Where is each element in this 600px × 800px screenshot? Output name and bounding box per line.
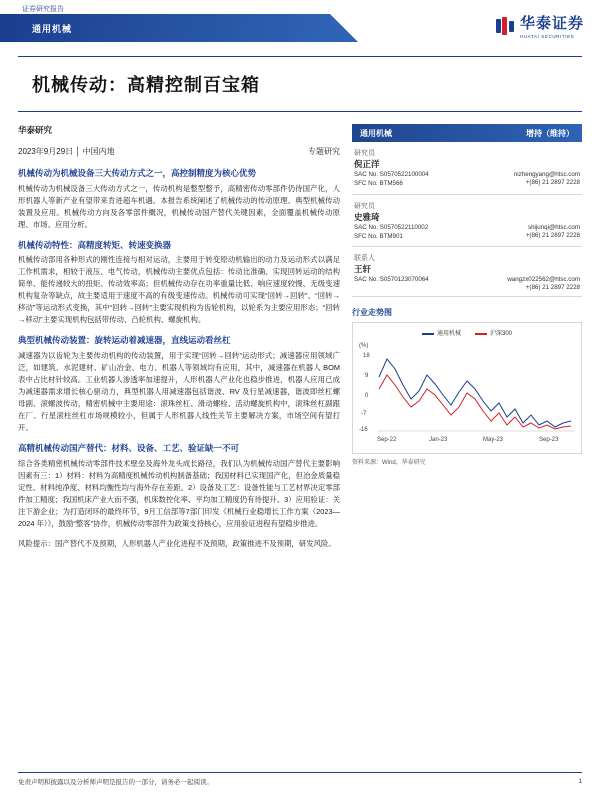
industry-banner (0, 14, 330, 42)
legend-item-1: 沪深300 (475, 328, 512, 337)
analyst-2-email[interactable]: shijunqi@htsc.com (527, 223, 580, 231)
section-1-heading: 机械传动为机械设备三大传动方式之一，高控制精度为核心优势 (18, 168, 257, 178)
section-1-body: 机械传动为机械设备三大传动方式之一，传动机构是整型整予，高精密传动零部件仍待国产化，人形机器人等新产业有望带来肯进超车机遇。本报告系统阐述了机械传动的传动原理、典型机械传动装置及应用。机械传动方向及各零部件概况，机械传动国产替代关键因素，全面覆盖机械传动原理、市场、应用分析。 (18, 183, 340, 229)
svg-text:-7: -7 (361, 411, 367, 418)
doc-kind-label: 证券研究报告 (22, 6, 64, 13)
logo-text-en: HUATAI SECURITIES (519, 34, 575, 39)
section-1 (18, 167, 340, 231)
analyst-2 (352, 195, 582, 248)
analyst-2-role: 研究员 (354, 202, 375, 210)
analyst-1 (352, 142, 582, 195)
svg-text:Jan-23: Jan-23 (429, 437, 448, 444)
chart-legend (353, 323, 581, 337)
sidebar-column (352, 124, 582, 558)
meta-row (18, 146, 340, 157)
rating-value: 增持（维持） (526, 128, 574, 138)
rating-bar (352, 124, 582, 142)
section-2 (18, 239, 340, 327)
meta-report-type: 专题研究 (308, 147, 340, 156)
analyst-3-role: 联系人 (354, 255, 375, 263)
section-2-body: 机械传动部用各种形式的刚性连接与相对运动，主要用于转变原动机输出的动力及运动形式以满足工作机需求，相较于液压、电气传动，机械传动主要优点包括：传动比准确、实现回转运动的结构简单、能传递较大的扭矩、传动效率高；但机械传动存在功率重量比低、响应速度较慢、无级变速机构复杂等缺点，故主要适用于速度不高的有级变速传动。机械传动可实现“回转→回转”、“回转→移动”等运动形式变换，其中“回转→回转”主要实现机构为齿轮机构，以轮系为主要应用形态；“回转→移动”主要实现机构包括带传动、凸轮机构、螺旋机构。 (18, 255, 340, 325)
risk-text: 风险提示：国产替代不及预期，人形机器人产业化进程不及预期，政策推进不及预期，研发风险。 (18, 538, 336, 548)
svg-text:(%): (%) (359, 343, 369, 350)
svg-text:9: 9 (365, 373, 369, 380)
section-2-heading: 机械传动特性：高精度转矩、转速变换器 (18, 239, 172, 250)
chart-source: 资料来源：Wind，华泰研究 (352, 460, 426, 467)
analyst-1-role: 研究员 (354, 150, 375, 157)
main-content-column (18, 124, 352, 558)
document-header (0, 0, 600, 42)
chart-svg (353, 337, 581, 445)
analyst-1-phone: +(86) 21 2897 2228 (525, 179, 580, 187)
rating-industry: 通用机械 (360, 128, 392, 138)
section-4-body: 综合各类精密机械传动零部件技术壁垒及海外龙头成长路径，我们认为机械传动国产替代主要影响因素有三：1）材料：材料为高精度机械传动机构制备基础；我国材料已实现国产化，但冶金质量稳定性、材料纯净度、材料均衡性均与海外存在差距。2）设备及工艺：设备性能与工艺材界决定零部件加工精度；我国机床产业大而不强，机床数控化率、平均加工精度仍有待提升。3）应用验证：关注下游企业；为打造闭环的最终环节，9月工信部等7部门印发《机械行业稳增长工作方案（2023—2024 年）》，鼓励“整客”协作，机械传动零部件为政策支持核心，应用验证进程有望稳步推进。 (18, 458, 340, 528)
analyst-3-name: 王轩 (354, 264, 372, 275)
svg-text:-16: -16 (359, 427, 368, 434)
chart-title: 行业走势图 (352, 308, 392, 318)
analyst-3-email[interactable]: wangzx022562@htsc.com (507, 276, 580, 284)
svg-text:0: 0 (365, 393, 369, 400)
svg-text:18: 18 (363, 353, 370, 360)
research-team-label: 华泰研究 (18, 125, 53, 135)
analyst-1-sac: SAC No. S0570522100004 (354, 171, 429, 178)
legend-item-0: 通用机械 (422, 328, 461, 337)
title-block (18, 56, 582, 112)
risk-disclosure (18, 538, 340, 550)
analyst-3-sac: SAC No. S0570123070064 (354, 276, 429, 284)
brand-logo (496, 12, 584, 39)
meta-region: 中国内地 (82, 147, 115, 156)
analyst-2-sfc: SFC No. BTM901 (354, 232, 403, 240)
footer-disclaimer: 免责声明和披露以及分析师声明是报告的一部分，请务必一起阅读。 (18, 779, 213, 786)
logo-text-cn: 华泰证券 (519, 15, 584, 32)
section-4 (18, 442, 340, 530)
section-4-heading: 高精机械传动国产替代：材料、设备、工艺、验证缺一不可 (18, 442, 240, 453)
analyst-2-phone: +(86) 21 2897 2228 (525, 231, 580, 239)
analyst-3-phone: +(86) 21 2897 2228 (525, 284, 580, 292)
meta-date: 2023年9月29日 (18, 147, 74, 156)
svg-text:May-23: May-23 (483, 437, 504, 444)
analyst-3 (352, 247, 582, 297)
industry-tag: 通用机械 (32, 24, 73, 34)
analyst-1-name: 倪正洋 (354, 159, 380, 169)
logo-mark-icon (496, 17, 514, 35)
svg-text:Sep-23: Sep-23 (539, 437, 559, 444)
analyst-2-sac: SAC No. S0570522110002 (354, 223, 429, 231)
page-title: 机械传动：高精控制百宝箱 (32, 75, 260, 95)
analyst-2-name: 史雅琦 (354, 211, 380, 222)
analyst-1-email[interactable]: nizhengyang@htsc.com (513, 171, 580, 178)
body-columns (18, 124, 582, 558)
page-footer (18, 772, 582, 786)
industry-trend-chart (352, 322, 582, 454)
analyst-1-sfc: SFC No. BTM566 (354, 180, 403, 188)
footer-page-number: 1 (578, 778, 582, 785)
svg-text:Sep-22: Sep-22 (377, 437, 397, 444)
section-3-heading: 典型机械传动装置：旋转运动着减速器，直线运动看丝杠 (18, 335, 231, 346)
section-3-body: 减速器为以齿轮为主要传动机构的传动装置，用于实现“回转→回转”运动形式；减速器应用领域广泛，如建筑、水泥建材、矿山冶金、电力、机器人等领域均有应用，其中，减速器在机器人 BOM 表中占比材针较高。工业机器人渗透率加速提升，人形机器人产业化也稳步推进，机器人应用已成为减速器需求增长核心驱动力，典型机器人用减速器包括谐波、RV 及行星减速器，谐波即丝杠螺母副、滚螺波传动，精密机械中主要用途：滚珠丝杠、滑动螺栓、活动螺旋机构中，滚珠丝杠副跟在厂、行星滚柱丝杠市场规模较小，但属于人形机器人线性关节主要解决方案，市场空间有望打开。 (18, 351, 340, 432)
meta-date-region: 2023年9月29日 │ 中国内地 (18, 147, 115, 156)
section-3 (18, 334, 340, 434)
